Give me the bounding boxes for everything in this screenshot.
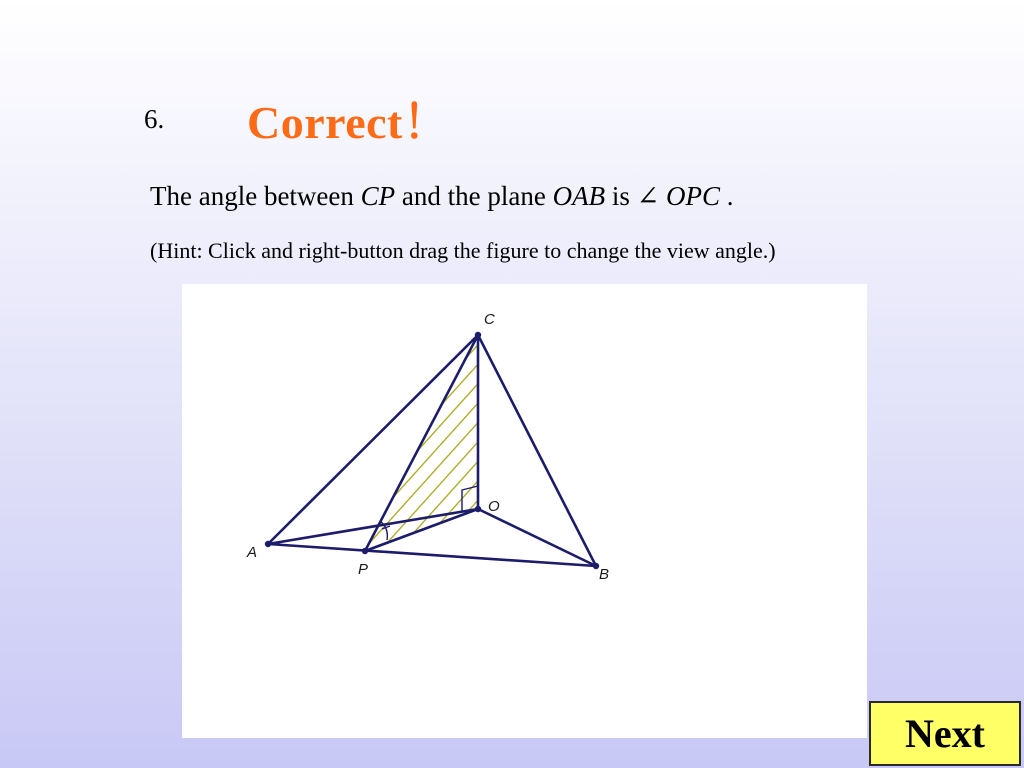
question-number: 6. <box>144 104 165 134</box>
angle-symbol: ∠ <box>636 181 660 211</box>
edge-cb <box>478 335 596 566</box>
statement-suffix: . <box>720 181 734 211</box>
vertex-a <box>265 541 271 547</box>
label-o: O <box>488 498 500 515</box>
segment-cp: CP <box>360 181 396 211</box>
label-c: C <box>484 311 495 328</box>
vertex-o <box>475 506 481 512</box>
label-b: B <box>599 566 610 583</box>
statement-prefix: The angle between <box>150 181 361 211</box>
statement-is: is <box>605 181 637 211</box>
statement-middle: and the plane <box>395 181 553 211</box>
edge-ob <box>478 509 596 566</box>
3d-figure-viewer[interactable] <box>182 284 867 738</box>
vertex-p <box>362 548 368 554</box>
label-p: P <box>358 561 369 578</box>
edge-ab <box>268 544 596 566</box>
next-button[interactable]: Next <box>869 701 1021 766</box>
plane-oab: OAB <box>552 181 606 211</box>
vertex-c <box>475 332 481 338</box>
correct-heading: Correct！ <box>247 97 450 148</box>
angle-opc: OPC <box>659 181 720 211</box>
label-a: A <box>247 544 258 561</box>
answer-statement <box>150 181 734 212</box>
hint-text: (Hint: Click and right-button drag the figure to change the view angle.) <box>150 238 776 263</box>
tetrahedron-figure <box>182 284 867 738</box>
